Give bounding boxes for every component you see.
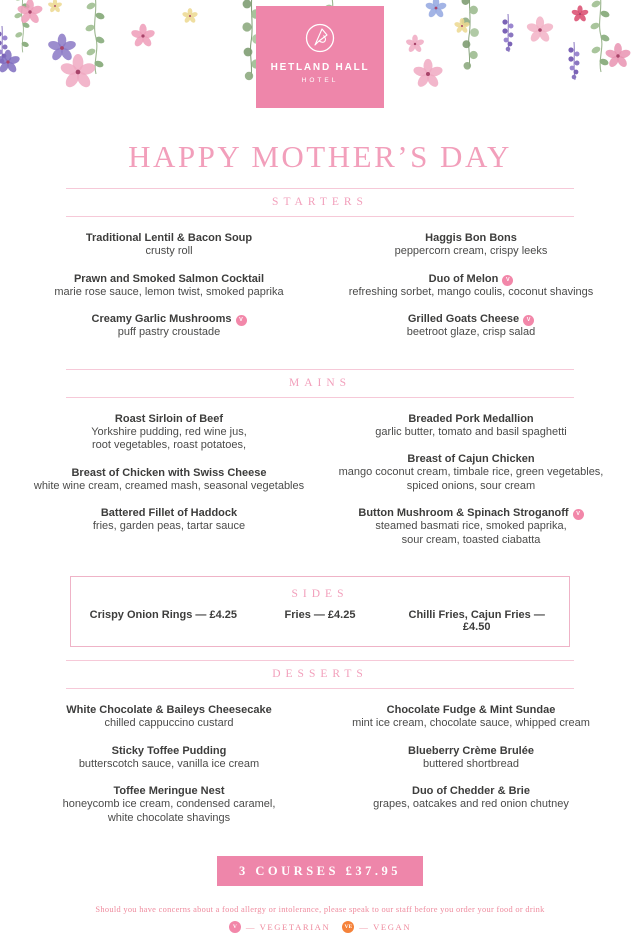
diet-badge-v: V [502, 275, 513, 286]
menu-item-desc: steamed basmati rice, smoked paprika, [375, 520, 567, 532]
menu-item [18, 313, 320, 340]
section-starters [0, 188, 640, 356]
menu-grid-starters [0, 217, 640, 356]
menu-item-desc: Yorkshire pudding, red wine jus, [91, 425, 247, 438]
menu-item-name: Traditional Lentil & Bacon Soup [85, 232, 253, 244]
menu-item-desc: refreshing sorbet, mango coulis, coconut shavings [348, 285, 594, 298]
section-desserts [0, 660, 640, 841]
section-header-mains [66, 369, 574, 398]
diet-badge-ve: VE [342, 921, 354, 933]
menu-item [320, 785, 622, 812]
menu-item-name: Blueberry Crème Brulée [408, 744, 534, 757]
menu-grid-mains [0, 398, 640, 564]
menu-item-name: Roast Sirloin of Beef [114, 412, 224, 425]
menu-item-desc: buttered shortbread [422, 757, 519, 770]
menu-item-desc: chilled cappuccino custard [104, 717, 234, 729]
legend-label: — VEGETARIAN [245, 922, 331, 932]
menu-item-desc: butterscotch sauce, vanilla ice cream [78, 757, 260, 770]
sides-item: Crispy Onion Rings — £4.25 [89, 609, 237, 621]
hotel-logo [256, 6, 384, 108]
sides-item: Fries — £4.25 [284, 609, 356, 621]
menu-grid-desserts [0, 689, 640, 841]
menu-column-left [18, 232, 320, 354]
hotel-name: HETLAND HALL [270, 62, 370, 73]
menu-item [18, 745, 320, 772]
menu-column-right [320, 232, 622, 354]
menu-item-name: Duo of Chedder & Brie [412, 785, 530, 797]
menu-item-desc: garlic butter, tomato and basil spaghetti [375, 425, 567, 438]
menu-item-name: Breaded Pork Medallion [408, 412, 534, 425]
menu-item-name: Sticky Toffee Pudding [111, 744, 227, 757]
sides-item: Chilli Fries, Cajun Fries — £4.50 [408, 609, 545, 633]
menu-column-right [320, 704, 622, 839]
menu-item-name: Breast of Chicken with Swiss Cheese [71, 466, 267, 479]
diet-badge-v: V [573, 509, 584, 520]
menu-item [18, 467, 320, 494]
diet-badge-v: V [229, 921, 241, 933]
hotel-subtitle: HOTEL [301, 77, 339, 84]
section-mains [0, 369, 640, 564]
menu-item-name: Chocolate Fudge & Mint Sundae [386, 704, 556, 716]
section-label: STARTERS [272, 196, 368, 208]
menu-item-desc: fries, garden peas, tartar sauce [92, 520, 246, 532]
legend-label: — VEGAN [359, 922, 412, 932]
menu-item [18, 413, 320, 453]
diet-legend [0, 921, 640, 933]
floral-header-band [0, 0, 640, 116]
section-header-desserts [66, 660, 574, 689]
menu-column-left [18, 413, 320, 562]
legend-entry-vegan [342, 921, 411, 933]
menu-item-name: Prawn and Smoked Salmon Cocktail [73, 272, 265, 285]
menu-item-desc: beetroot glaze, crisp salad [406, 326, 536, 338]
menu-item-desc: sour cream, toasted ciabatta [401, 533, 541, 546]
sides-box [70, 576, 570, 647]
menu-item [320, 704, 622, 731]
legend-entry-vegetarian [229, 921, 330, 933]
menu-item-name: Button Mushroom & Spinach Stroganoff V [320, 507, 622, 520]
menu-item-desc: mango coconut cream, timbale rice, green vegetables, [338, 466, 604, 478]
menu-item-desc: crusty roll [145, 245, 193, 257]
menu-item [18, 704, 320, 731]
menu-item-name: Grilled Goats Cheese V [320, 313, 622, 326]
menu-item-desc: mint ice cream, chocolate sauce, whipped cream [352, 717, 590, 729]
section-header-starters [66, 188, 574, 217]
menu-column-left [18, 704, 320, 839]
menu-item-desc: spiced onions, sour cream [406, 479, 536, 492]
menu-item [18, 785, 320, 825]
menu-item [320, 313, 622, 340]
menu-item [18, 507, 320, 534]
menu-item-name: Duo of Melon V [320, 273, 622, 286]
menu-item [320, 507, 622, 547]
section-label: MAINS [288, 376, 352, 389]
sides-items [85, 609, 555, 633]
menu-item [18, 232, 320, 259]
menu-column-right [320, 413, 622, 562]
allergy-note: Should you have concerns about a food allergy or intolerance, please speak to our staff before you order your food or drink [95, 905, 545, 914]
menu-item-desc: white wine cream, creamed mash, seasonal vegetables [33, 479, 305, 492]
menu-item-desc: root vegetables, roast potatoes, [91, 439, 247, 451]
diet-badge-v: V [236, 315, 247, 326]
menu-item-desc: peppercorn cream, crispy leeks [394, 245, 548, 257]
menu-item-name: Battered Fillet of Haddock [100, 507, 238, 519]
menu-item-desc: marie rose sauce, lemon twist, smoked paprika [54, 285, 284, 298]
menu-item [320, 232, 622, 259]
menu-item-desc: puff pastry croustade [117, 326, 221, 338]
hetland-hall-monogram-icon [298, 18, 342, 58]
menu-item-name: Toffee Meringue Nest [113, 785, 225, 797]
menu-item [320, 745, 622, 772]
menu-item [320, 453, 622, 493]
menu-item-name: Creamy Garlic Mushrooms V [18, 313, 320, 326]
menu-item-name: Haggis Bon Bons [425, 232, 517, 244]
price-banner: 3 COURSES £37.95 [217, 856, 423, 886]
menu-item [320, 273, 622, 300]
page-title: HAPPY MOTHER’S DAY [128, 139, 512, 174]
menu-item [320, 413, 622, 440]
menu-item-desc: white chocolate shavings [107, 811, 231, 824]
section-label: DESSERTS [272, 668, 368, 680]
menu-item [18, 273, 320, 300]
menu-item-name: White Chocolate & Baileys Cheesecake [66, 704, 272, 716]
diet-badge-v: V [523, 315, 534, 326]
menu-item-desc: grapes, oatcakes and red onion chutney [373, 798, 569, 810]
menu-item-name: Breast of Cajun Chicken [407, 453, 535, 465]
sides-label: SIDES [291, 588, 349, 600]
menu-item-desc: honeycomb ice cream, condensed caramel, [62, 798, 276, 810]
